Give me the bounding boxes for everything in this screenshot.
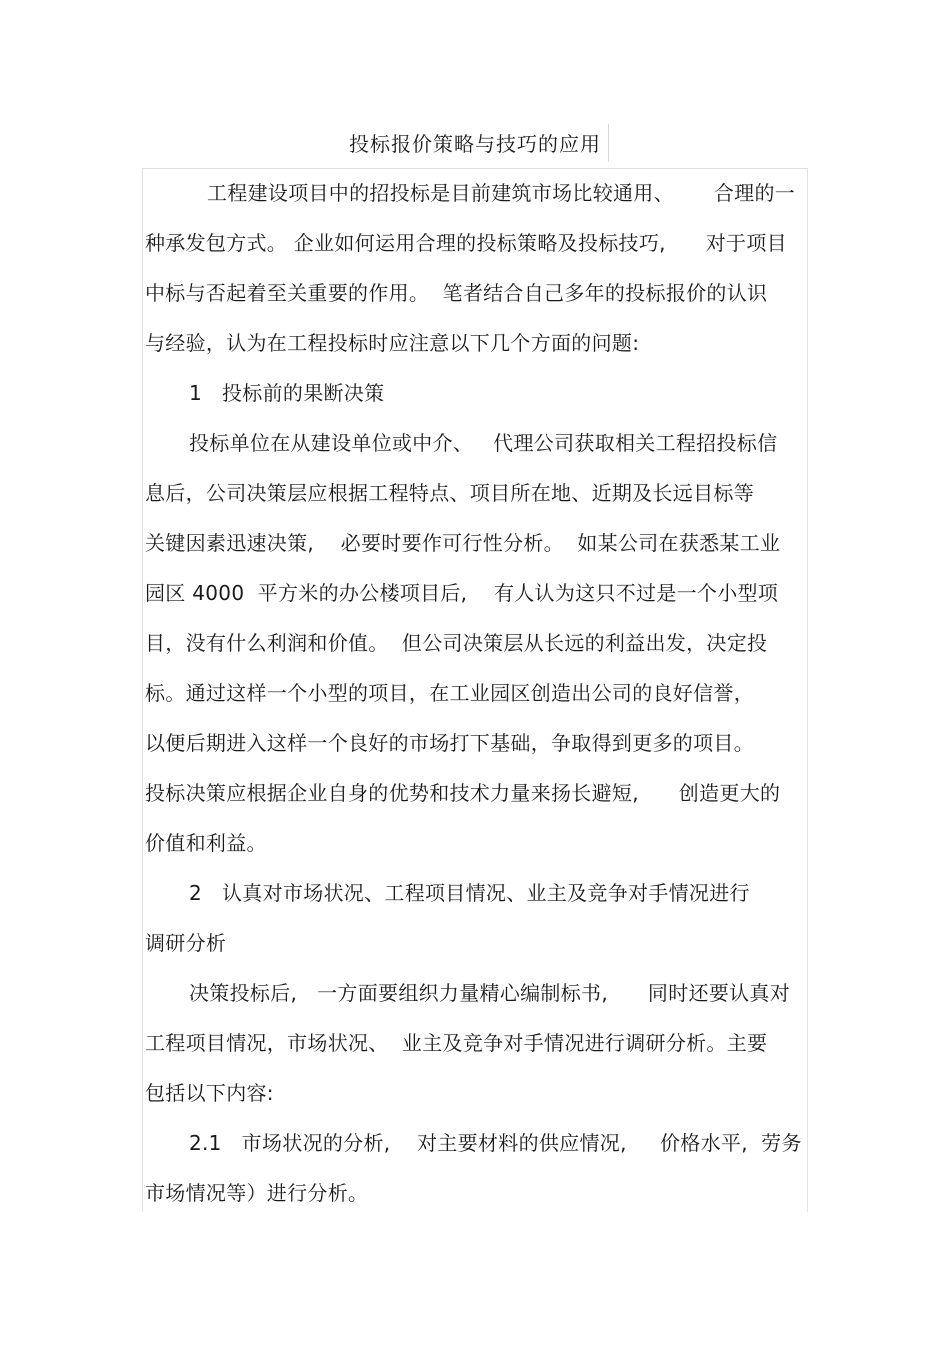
section-heading-1: 1 投标前的果断决策 [189,381,385,405]
body-line: 投标单位在从建设单位或中介、 代理公司获取相关工程招投标信 [189,431,778,455]
title-divider [608,124,609,162]
text-frame-left-border [142,168,143,1212]
body-line: 决策投标后, 一方面要组织力量精心编制标书, 同时还要认真对 [189,981,791,1005]
body-line: 关键因素迅速决策, 必要时要作可行性分析。 如某公司在获悉某工业 [145,531,781,555]
body-line: 投标决策应根据企业自身的优势和技术力量来扬长避短, 创造更大的 [145,781,781,805]
section-heading-2-cont: 调研分析 [145,931,227,955]
section-heading-2: 2 认真对市场状况、工程项目情况、业主及竞争对手情况进行 [189,881,750,905]
document-title: 投标报价策略与技巧的应用 [349,132,601,156]
body-line: 中标与否起着至关重要的作用。 笔者结合自己多年的投标报价的认识 [145,281,768,305]
body-line: 以便后期进入这样一个良好的市场打下基础，争取得到更多的项目。 [145,731,754,755]
body-line: 市场情况等）进行分析。 [145,1181,369,1205]
body-line: 价值和利益。 [145,831,267,855]
subsection-2-1: 2.1 市场状况的分析, 对主要材料的供应情况, 价格水平, 劳务 [189,1131,802,1155]
body-line: 与经验，认为在工程投标时应注意以下几个方面的问题: [145,331,640,355]
body-line: 包括以下内容: [145,1081,274,1105]
body-line: 园区 4000 平方米的办公楼项目后, 有人认为这只不过是一个小型项 [145,581,779,605]
body-line: 目，没有什么利润和价值。 但公司决策层从长远的利益出发，决定投 [145,631,768,655]
body-line: 工程建设项目中的招投标是目前建筑市场比较通用、 合理的一 [207,181,796,205]
text-frame-right-border [807,168,808,1212]
body-line: 标。通过这样一个小型的项目，在工业园区创造出公司的良好信誉， [145,681,754,705]
body-line: 工程项目情况，市场状况、 业主及竞争对手情况进行调研分析。主要 [145,1031,768,1055]
body-line: 息后，公司决策层应根据工程特点、项目所在地、近期及长远目标等 [145,481,754,505]
body-line: 种承发包方式。 企业如何运用合理的投标策略及投标技巧, 对于项目 [145,231,787,255]
